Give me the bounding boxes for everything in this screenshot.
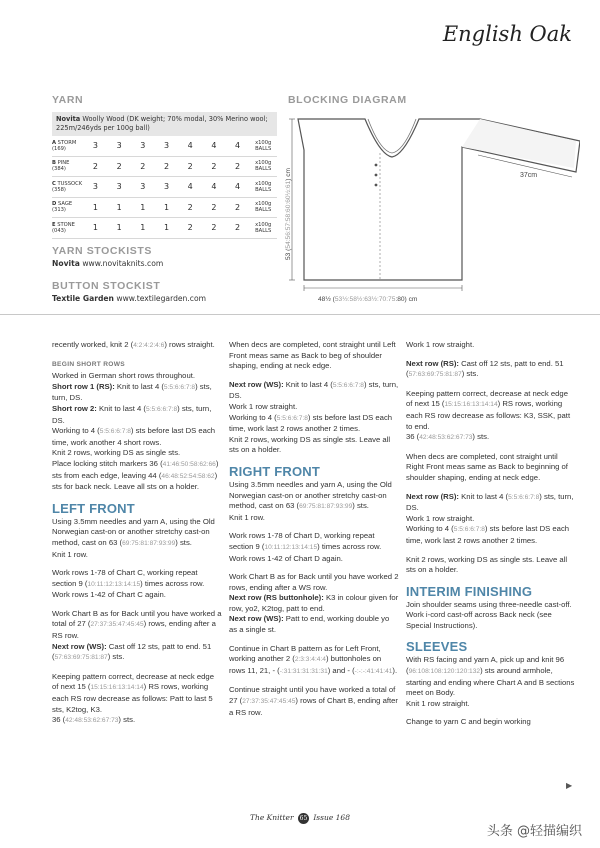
yarn-shade: [52, 222, 84, 234]
balls-label: x100g BALLS: [255, 139, 272, 152]
yarn-quantity: 3: [116, 141, 122, 151]
sleeves-heading: SLEEVES: [406, 639, 468, 655]
yarn-quantity: 2: [92, 161, 98, 171]
balls-label: x100g BALLS: [255, 201, 272, 214]
c3-work-row: Work 1 row straight.: [406, 340, 475, 349]
button-stockist-line: [52, 294, 206, 303]
button-mark-1: [375, 164, 378, 167]
shade-name: TUSSOCK: [57, 180, 83, 187]
c2-rf-1: Using 3.5mm needles and yarn A, using the Old Norwegian cast-on or another stretchy cast-on method, cast on 63 (69:75:81:87:93:99) sts.: [229, 479, 392, 511]
yarn-table: [52, 112, 277, 239]
c3-join: Join shoulder seams using three-needle cast-off.: [406, 599, 572, 609]
yarn-quantity: 3: [140, 141, 146, 151]
c1-short-row-1: Short row 1 (RS): Knit to last 4 (5:5:6:6:7:8) sts, turn, DS.: [52, 381, 212, 403]
yarn-quantity: 4: [187, 141, 193, 151]
yarn-quantity: 4: [235, 141, 241, 151]
c3-pick-up: With RS facing and yarn A, pick up and knit 96 (96:108:108:120:120:132) sts around armhole, starting and ending where Chart A and B sections meet on Body.: [406, 655, 575, 698]
shade-name: STONE: [57, 221, 75, 228]
yarn-quantity: 1: [163, 223, 170, 233]
balls-label: x100g BALLS: [255, 180, 272, 193]
c1-working-1: Working to 4 (5:5:6:6:7:8) sts before last DS each time, work another 4 short rows.: [52, 426, 216, 447]
yarn-heading: YARN: [52, 94, 84, 106]
yarn-quantity: 1: [140, 202, 146, 212]
yarn-quantity: 2: [163, 161, 170, 171]
yarn-quantity: 4: [235, 182, 241, 192]
yarn-quantity: 4: [187, 182, 193, 192]
length-label: [284, 167, 292, 260]
footer-page-number: 65: [299, 815, 308, 822]
shade-code: C: [52, 180, 56, 187]
yarn-row: [52, 218, 277, 239]
yarn-quantity: 2: [140, 161, 146, 171]
yarn-quantity: 1: [116, 202, 122, 212]
yarn-quantity: 2: [211, 202, 217, 212]
c2-rf-2: Knit 1 row.: [229, 512, 265, 522]
shade-number: (358): [52, 186, 66, 193]
yarn-quantity: 1: [92, 223, 98, 233]
yarn-quantity: 2: [116, 161, 122, 171]
c1-sr-intro: Worked in German short rows throughout.: [52, 371, 195, 381]
shade-name: STORM: [57, 139, 77, 146]
c1-short-row-2: Short row 2: Knit to last 4 (5:5:6:6:7:8) sts, turn, DS.: [52, 403, 212, 425]
c2-continue-1: Continue in Chart B pattern as for Left Front, working another 2 (2:3:3:4:4:4) buttonholes on rows 11, 21, - (-:31:31:31:31:31) and - (-:-:-:41:41:41).: [229, 643, 398, 675]
length-label-end: ) cm: [285, 167, 292, 181]
balls-label: x100g BALLS: [255, 160, 272, 173]
length-label-sizes: 54:56:57:58:60:60½:61: [285, 180, 292, 249]
shade-code: B: [52, 160, 56, 167]
c1-para-1: recently worked, knit 2 (4:2:4:2:4:6) rows straight.: [52, 340, 215, 349]
c1-next-row: Next row (WS): Cast off 12 sts, patt to end. 51 (57:63:69:75:81:87) sts.: [52, 641, 212, 662]
c2-decs: When decs are completed, cont straight until Left Front meas same as Back to beg of shoulder shaping, ending at neck edge.: [229, 340, 396, 371]
yarn-row: [52, 136, 277, 157]
yarn-quantity: 3: [163, 141, 170, 151]
c1-lf-1: Using 3.5mm needles and yarn A, using the Old Norwegian cast-on or another stretchy cast-on method, cast on 63 (69:75:81:87:93:99) sts.: [52, 516, 215, 547]
yarn-shade: [52, 181, 84, 193]
shade-number: (043): [52, 227, 66, 234]
yarn-quantity: 4: [211, 182, 217, 192]
button-stockist-name: Textile Garden: [52, 294, 114, 303]
right-front-heading: RIGHT FRONT: [229, 463, 321, 479]
yarn-shade: [52, 140, 84, 152]
neckline: [368, 119, 416, 153]
c1-lf-2: Knit 1 row.: [52, 549, 88, 559]
c2-knit-2: Knit 2 rows, working DS as single sts. Leave all sts on a holder.: [229, 434, 391, 455]
left-front-heading: LEFT FRONT: [52, 500, 135, 516]
yarn-quantity: 3: [92, 182, 98, 192]
length-label-main: 53 (: [285, 248, 292, 260]
c3-next-row-2: Next row (RS): Knit to last 4 (5:5:6:6:7:8) sts, turn, DS.: [406, 491, 574, 513]
c1-lf-3: Work rows 1-78 of Chart C, working repeat section 9 (10:11:12:13:14:15) times across row. Work rows 1-42 of Chart C again.: [52, 568, 205, 600]
width-label: [318, 295, 418, 303]
sleeve-length-label: 37cm: [520, 172, 538, 179]
yarn-quantity: 3: [163, 182, 170, 192]
button-mark-3: [375, 184, 378, 187]
yarn-quantity: 2: [235, 223, 241, 233]
yarn-rows: [52, 136, 277, 239]
width-label-main: 48½ (: [318, 296, 335, 303]
shade-name: SAGE: [57, 201, 73, 208]
c1-lf-4: Work Chart B as for Back until you have worked a total of 27 (27:37:35:47:45:45) rows, ending after a RS row.: [52, 608, 222, 641]
yarn-quantity: 1: [163, 202, 170, 212]
yarn-quantity: 1: [92, 202, 98, 212]
yarn-quantity: 4: [211, 141, 217, 151]
c3-decs: When decs are completed, cont straight until Right Front meas same as Back to beginning of shoulder shaping, ending at neck edge.: [406, 451, 568, 482]
shade-code: E: [52, 221, 56, 228]
button-mark-2: [375, 174, 378, 177]
yarn-quantity: 2: [187, 161, 193, 171]
top-info-panel: [0, 0, 600, 315]
c2-working: Working to 4 (5:5:6:6:7:8) sts before last DS each time, work last 2 rows another 2 times.: [229, 412, 393, 434]
yarn-quantity: 2: [235, 202, 241, 212]
blocking-diagram-heading: BLOCKING DIAGRAM: [288, 94, 407, 106]
yarn-quantity: 2: [187, 223, 193, 233]
yarn-quantity: 1: [116, 223, 122, 233]
c1-working-3: Place locking stitch markers 36 (41:46:50:58:62:66) sts from each edge, leaving 44 (46:48:52:54:58:62) sts for back neck. Leave all sts on a holder.: [52, 458, 219, 492]
text-column-1: [52, 340, 222, 727]
yarn-description: [52, 112, 277, 136]
pattern-title: English Oak: [442, 22, 572, 46]
footer-issue: Issue 168: [313, 813, 350, 822]
c1-working-2: Knit 2 rows, working DS as single sts.: [52, 448, 181, 458]
yarn-row: [52, 198, 277, 219]
c3-sts-count: 36 (42:48:53:62:67:73) sts.: [406, 432, 490, 442]
blocking-diagram: [280, 105, 580, 310]
c2-continue-2: Continue straight until you have worked a total of 27 (27:37:35:47:45:45) rows of Chart B, ending after a RS row.: [229, 685, 398, 717]
c3-working: Working to 4 (5:5:6:6:7:8) sts before last DS each time, work last 2 rows another 2 times.: [406, 524, 570, 545]
yarn-shade: [52, 160, 84, 172]
yarn-stockists-heading: YARN STOCKISTS: [52, 245, 153, 257]
width-label-end: :80) cm: [395, 296, 418, 303]
footer-magazine: The Knitter: [250, 813, 294, 822]
c2-rf-4: Work Chart B as for Back until you have worked 2 rows, ending after a WS row.: [229, 572, 399, 592]
yarn-stockist-line: [52, 259, 163, 268]
yarn-quantity: 2: [211, 223, 217, 233]
c2-work-straight: Work 1 row straight.: [229, 401, 298, 411]
button-stockist-heading: BUTTON STOCKIST: [52, 280, 161, 292]
c2-rf-3: Work rows 1-78 of Chart D, working repeat section 9 (10:11:12:13:14:15) times across row. Work rows 1-42 of Chart D again.: [229, 531, 382, 563]
balls-label: x100g BALLS: [255, 221, 272, 234]
c3-change-yarn: Change to yarn C and begin working: [406, 717, 531, 727]
c3-knit-2: Knit 2 rows, working DS as single sts. Leave all sts on a holder.: [406, 554, 568, 575]
yarn-stockist-name: Novita: [52, 259, 80, 268]
shade-number: (169): [52, 145, 66, 152]
c3-keep-pattern: Keeping pattern correct, decrease at neck edge of next 15 (15:15:16:13:14:14) RS rows, working each RS row decrease as follows: K3, SSK, patt to end.: [406, 388, 571, 431]
c2-next-row-1: Next row (WS): Knit to last 4 (5:5:6:6:7:8) sts, turn, DS.: [229, 379, 399, 401]
panel-divider: [0, 314, 600, 315]
short-rows-heading: BEGIN SHORT ROWS: [52, 360, 125, 368]
yarn-quantity: 2: [235, 161, 241, 171]
c2-ws-row: Next row (WS): Patt to end, working double yo as a single st.: [229, 614, 390, 635]
interim-finishing-heading: INTERIM FINISHING: [406, 583, 533, 599]
c1-sts-count: 36 (42:48:53:62:67:73) sts.: [52, 715, 136, 725]
shade-code: A: [52, 139, 57, 146]
yarn-quantity: 2: [187, 202, 193, 212]
yarn-quantity: 2: [211, 161, 217, 171]
shade-name: PINE: [57, 160, 70, 167]
button-stockist-url[interactable]: www.textilegarden.com: [116, 294, 207, 303]
c3-icord: Work i-cord cast-off across Back neck (see Special Instructions).: [406, 610, 552, 630]
c3-knit-row: Knit 1 row straight.: [406, 698, 470, 708]
yarn-quantity: 1: [140, 223, 146, 233]
shade-code: D: [52, 201, 57, 208]
shade-number: (384): [52, 166, 66, 173]
yarn-stockist-url[interactable]: www.novitaknits.com: [82, 259, 164, 268]
shade-number: (313): [52, 207, 66, 214]
c2-buttonhole-row: Next row (RS buttonhole): K3 in colour given for row, yo2, K2tog, patt to end.: [229, 593, 399, 613]
text-column-2: [229, 340, 399, 718]
yarn-row: [52, 157, 277, 178]
yarn-desc-text: Woolly Wood (DK weight; 70% modal, 30% Merino wool; 225m/246yds per 100g ball): [56, 115, 268, 132]
width-label-sizes: 53½:58½:63½:70:75: [334, 296, 396, 303]
c3-work-straight: Work 1 row straight.: [406, 513, 475, 523]
yarn-brand: Novita: [56, 115, 81, 123]
continue-arrow-icon: ▶: [566, 781, 573, 790]
c3-next-row-rs: Next row (RS): Cast off 12 sts, patt to end. 51 (57:63:69:75:81:87) sts.: [406, 358, 564, 379]
yarn-quantity: 3: [92, 141, 98, 151]
yarn-shade: [52, 201, 84, 213]
yarn-quantity: 3: [140, 182, 146, 192]
yarn-row: [52, 177, 277, 198]
yarn-quantity: 3: [116, 182, 122, 192]
text-column-3: [406, 340, 576, 728]
sleeve-shape: [462, 119, 576, 168]
watermark: 头条 @轻描编织: [486, 824, 582, 839]
c1-keep-pattern: Keeping pattern correct, decrease at neck edge of next 15 (15:15:16:13:14:14) RS rows, working each RS row decrease as follows: Patt to last 5 sts, K2tog, K3.: [52, 671, 214, 714]
